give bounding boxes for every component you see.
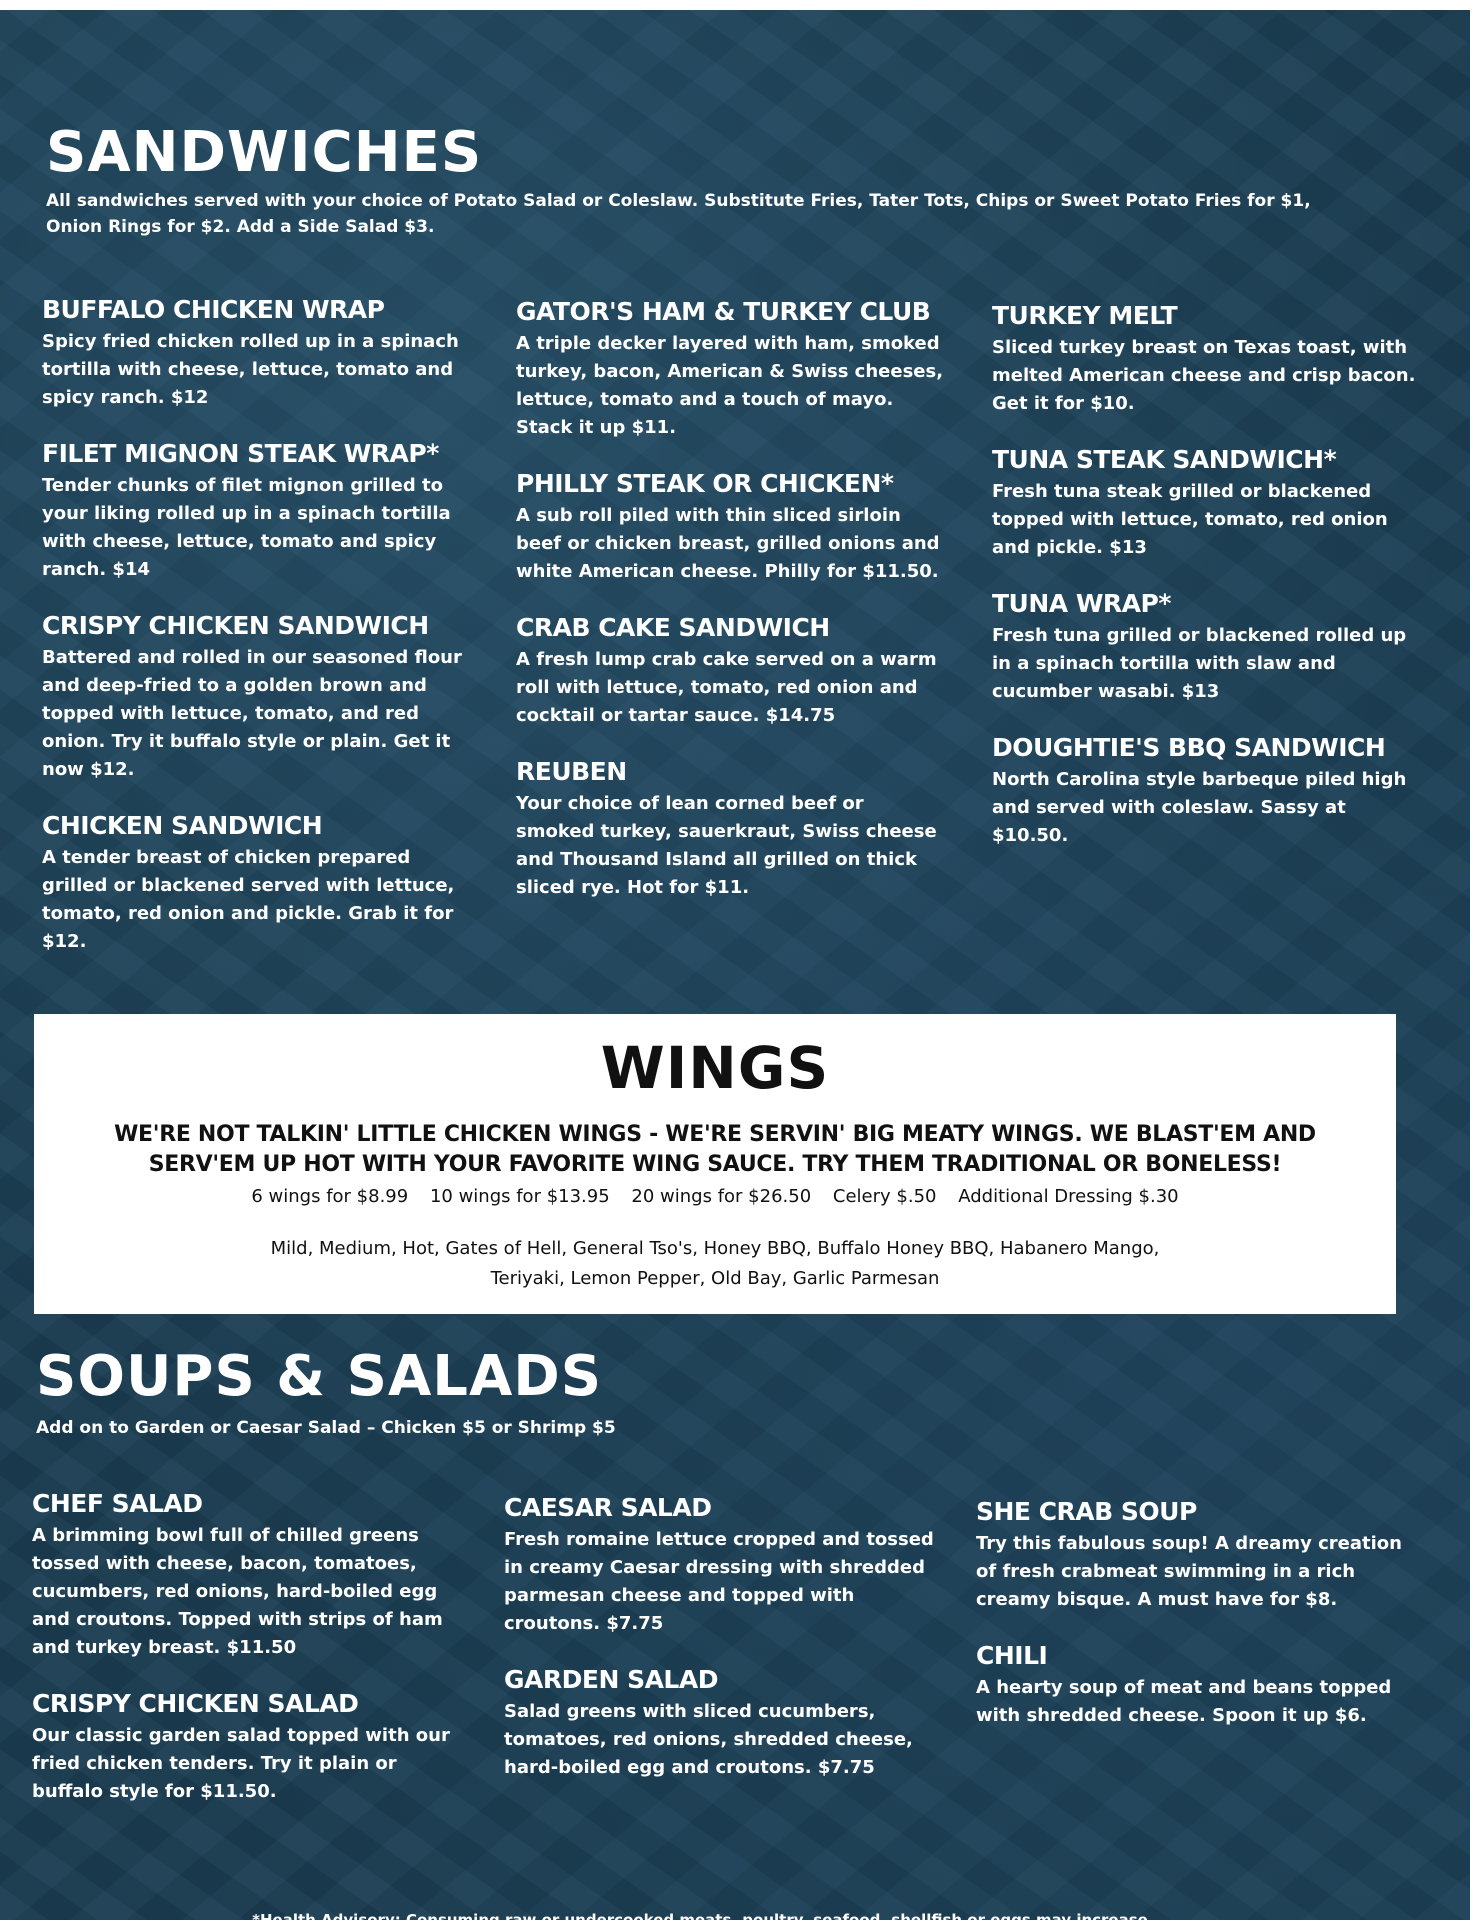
menu-item xyxy=(42,810,462,956)
item-name: SHE CRAB SOUP xyxy=(976,1497,1197,1526)
item-description: A tender breast of chicken prepared grilled or blackened served with lettuce, tomato, red onion and pickle. Grab it for $12. xyxy=(42,847,455,952)
sandwiches-column-3 xyxy=(992,300,1422,876)
item-description: Fresh romaine lettuce cropped and tossed in creamy Caesar dressing with shredded parmesan cheese and topped with croutons. $7.75 xyxy=(504,1529,934,1634)
item-description: Your choice of lean corned beef or smoked turkey, sauerkraut, Swiss cheese and Thousand Island all grilled on thick sliced rye. Hot for $11. xyxy=(516,793,937,898)
wings-sauces: Mild, Medium, Hot, Gates of Hell, General Tso's, Honey BBQ, Buffalo Honey BBQ, Habanero Mango, Teriyaki, Lemon Pepper, Old Bay, Garlic Parmesan xyxy=(270,1238,1160,1289)
item-description: Spicy fried chicken rolled up in a spinach tortilla with cheese, lettuce, tomato and spicy ranch. $12 xyxy=(42,331,459,408)
item-description: Our classic garden salad topped with our fried chicken tenders. Try it plain or buffalo style for $11.50. xyxy=(32,1725,450,1802)
item-name: TUNA STEAK SANDWICH* xyxy=(992,445,1337,474)
item-description: Tender chunks of filet mignon grilled to your liking rolled up in a spinach tortilla with cheese, lettuce, tomato and spicy ranch. $14 xyxy=(42,475,451,580)
item-name: GARDEN SALAD xyxy=(504,1665,718,1694)
item-name: BUFFALO CHICKEN WRAP xyxy=(42,295,385,324)
item-description: Battered and rolled in our seasoned flour and deep-fried to a golden brown and topped with lettuce, tomato, and red onion. Try it buffalo style or plain. Get it now $12. xyxy=(42,647,462,780)
wings-price: 6 wings for $8.99 xyxy=(251,1186,409,1207)
menu-item xyxy=(504,1492,934,1638)
item-name: CHICKEN SANDWICH xyxy=(42,811,323,840)
item-name: GATOR'S HAM & TURKEY CLUB xyxy=(516,297,931,326)
item-name: TURKEY MELT xyxy=(992,301,1178,330)
menu-item xyxy=(516,468,946,586)
wings-prices xyxy=(34,1184,1396,1210)
sandwiches-note: All sandwiches served with your choice of Potato Salad or Coleslaw. Substitute Fries, Tater Tots, Chips or Sweet Potato Fries for $1, Onion Rings for $2. Add a Side Salad $3. xyxy=(46,191,1311,237)
health-advisory: *Health Advisory: Consuming raw or undercooked meats, poultry, seafood, shellfish or eggs may increase xyxy=(252,1911,1148,1929)
menu-page xyxy=(0,10,1470,1929)
item-description: North Carolina style barbeque piled high and served with coleslaw. Sassy at $10.50. xyxy=(992,769,1407,846)
item-name: CRISPY CHICKEN SANDWICH xyxy=(42,611,429,640)
wings-title: WINGS xyxy=(600,1034,830,1102)
item-description: A hearty soup of meat and beans topped with shredded cheese. Spoon it up $6. xyxy=(976,1677,1392,1726)
item-name: CHILI xyxy=(976,1641,1048,1670)
item-description: Try this fabulous soup! A dreamy creation of fresh crabmeat swimming in a rich creamy bisque. A must have for $8. xyxy=(976,1533,1402,1610)
menu-item xyxy=(504,1664,934,1782)
item-description: Salad greens with sliced cucumbers, tomatoes, red onions, shredded cheese, hard-boiled egg and croutons. $7.75 xyxy=(504,1701,913,1778)
item-description: A sub roll piled with thin sliced sirloin beef or chicken breast, grilled onions and white American cheese. Philly for $11.50. xyxy=(516,505,940,582)
item-name: CHEF SALAD xyxy=(32,1489,203,1518)
menu-item xyxy=(516,612,946,730)
item-name: DOUGHTIE'S BBQ SANDWICH xyxy=(992,733,1386,762)
item-name: REUBEN xyxy=(516,757,627,786)
wings-price: Celery $.50 xyxy=(832,1186,937,1207)
item-description: Fresh tuna grilled or blackened rolled up in a spinach tortilla with slaw and cucumber wasabi. $13 xyxy=(992,625,1407,702)
menu-item xyxy=(516,296,946,442)
wings-price: 20 wings for $26.50 xyxy=(631,1186,812,1207)
menu-item xyxy=(42,438,462,584)
item-description: A triple decker layered with ham, smoked turkey, bacon, American & Swiss cheeses, lettuce, tomato and a touch of mayo. Stack it up $11. xyxy=(516,333,944,438)
wings-price: 10 wings for $13.95 xyxy=(429,1186,610,1207)
wings-price: Additional Dressing $.30 xyxy=(958,1186,1179,1207)
menu-item xyxy=(992,300,1422,418)
menu-item xyxy=(32,1488,452,1662)
item-description: Sliced turkey breast on Texas toast, with melted American cheese and crisp bacon. Get it for $10. xyxy=(992,337,1416,414)
sandwiches-column-1 xyxy=(42,294,462,982)
item-name: TUNA WRAP* xyxy=(992,589,1171,618)
item-description: A fresh lump crab cake served on a warm roll with lettuce, tomato, red onion and cocktail or tartar sauce. $14.75 xyxy=(516,649,937,726)
item-name: PHILLY STEAK OR CHICKEN* xyxy=(516,469,894,498)
soups-column-2 xyxy=(504,1492,934,1808)
menu-item xyxy=(516,756,946,902)
menu-item xyxy=(992,732,1422,850)
item-description: A brimming bowl full of chilled greens tossed with cheese, bacon, tomatoes, cucumbers, red onions, hard-boiled egg and croutons. Topped with strips of ham and turkey breast. $11.50 xyxy=(32,1525,443,1658)
sandwiches-column-2 xyxy=(516,296,946,928)
item-name: CRAB CAKE SANDWICH xyxy=(516,613,830,642)
soups-salads-title: SOUPS & SALADS xyxy=(36,1344,603,1409)
sandwiches-title: SANDWICHES xyxy=(46,120,483,185)
menu-item xyxy=(992,444,1422,562)
wings-tagline: WE'RE NOT TALKIN' LITTLE CHICKEN WINGS - WE'RE SERVIN' BIG MEATY WINGS. WE BLAST'EM AND SERV'EM UP HOT WITH YOUR FAVORITE WING SAUCE. TRY THEM TRADITIONAL OR BONELESS! xyxy=(114,1122,1316,1177)
menu-item xyxy=(976,1496,1406,1614)
menu-item xyxy=(42,610,462,784)
item-name: CAESAR SALAD xyxy=(504,1493,712,1522)
soups-column-1 xyxy=(32,1488,452,1832)
item-name: FILET MIGNON STEAK WRAP* xyxy=(42,439,439,468)
soups-salads-note: Add on to Garden or Caesar Salad – Chicken $5 or Shrimp $5 xyxy=(36,1418,616,1438)
item-name: CRISPY CHICKEN SALAD xyxy=(32,1689,359,1718)
soups-column-3 xyxy=(976,1496,1406,1756)
item-description: Fresh tuna steak grilled or blackened topped with lettuce, tomato, red onion and pickle. $13 xyxy=(992,481,1388,558)
wings-panel xyxy=(34,1014,1396,1314)
menu-item xyxy=(32,1688,452,1806)
menu-item xyxy=(976,1640,1406,1730)
menu-item xyxy=(42,294,462,412)
menu-item xyxy=(992,588,1422,706)
